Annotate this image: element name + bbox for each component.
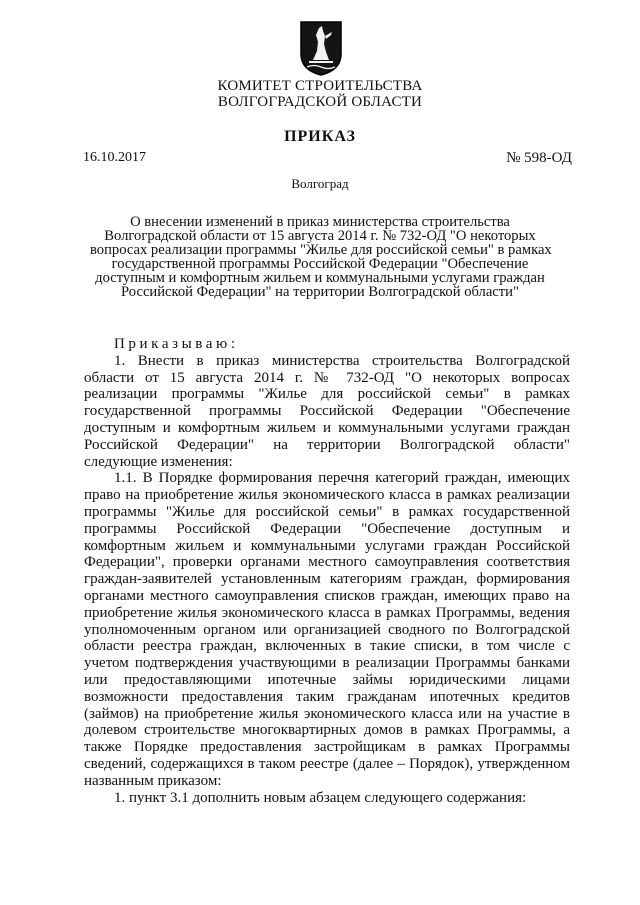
paragraph-2-line: возможности предоставления таким гражданам ипотечных кредитов [84, 688, 570, 705]
paragraph-2-line: уполномоченным органом или организацией сводного по Волгоградской [84, 621, 570, 638]
paragraph-2-line: программы Российской Федерации "Обеспечение доступным и [84, 520, 570, 537]
paragraph-2-line: долевом строительстве многоквартирных домов в рамках Программы, а [84, 722, 570, 739]
paragraph-2-line: или предоставляющими ипотечные займы юридическими лицами [84, 671, 570, 688]
paragraph-2-line: также Порядке предоставления застройщикам в рамках Программы [84, 739, 570, 756]
paragraph-1-line: доступным и комфортным жильем и коммунальными услугами граждан [84, 419, 570, 436]
subject-line: Волгоградской области от 15 августа 2014 г. № 732-ОД "О некоторых [104, 228, 536, 244]
paragraph-2-line: сведений, содержащихся в таком реестре (далее – Порядок), утвержденном [84, 755, 570, 772]
paragraph-2-line: (займов) на приобретение жилья экономического класса или на участие в [84, 705, 570, 722]
subject-line: доступным и комфортным жильем и коммунальными услугами граждан [95, 270, 545, 286]
document-number: № 598-ОД [506, 150, 572, 166]
paragraph-2-line: учетом подтверждения участвующими в реализации Программы банками [84, 655, 570, 672]
volgograd-coat-of-arms-icon [299, 20, 343, 76]
paragraph-1-line: следующие изменения: [84, 453, 233, 470]
paragraph-2-line: граждан-заявителей установленным категориям граждан, формирования [84, 571, 570, 588]
paragraph-2-line: комфортным жильем и коммунальными услугами граждан Российской [84, 537, 570, 554]
paragraph-2-line: органами местного самоуправления списков граждан, имеющих право на [84, 587, 570, 604]
subject-line: государственной программы Российской Федерации "Обеспечение [111, 256, 529, 272]
paragraph-1-line: государственной программы Российской Федерации "Обеспечение [84, 403, 570, 420]
subject-line: Российской Федерации" на территории Волгоградской области" [121, 284, 519, 300]
document-type: ПРИКАЗ [284, 128, 356, 145]
paragraph-1-line: Российской Федерации" на территории Волгоградской области" [84, 436, 570, 453]
document-date: 16.10.2017 [83, 150, 146, 165]
paragraph-2-line: Федерации", проверки органами местного самоуправления соответствия [84, 554, 570, 571]
paragraph-1-line: области от 15 августа 2014 г. № 732-ОД "О некоторых вопросах [84, 369, 570, 386]
paragraph-3: 1. пункт 3.1 дополнить новым абзацем следующего содержания: [114, 789, 527, 806]
document-body [84, 336, 570, 806]
subject-line: О внесении изменений в приказ министерства строительства [130, 214, 510, 230]
paragraph-1-line: реализации программы "Жилье для российской семьи" в рамках [84, 386, 570, 403]
paragraph-2-line: программы "Жилье для российской семьи" в рамках государственной [84, 503, 570, 520]
paragraph-2-line: право на приобретение жилья экономического класса в рамках реализации [84, 487, 570, 504]
org-name-line2: ВОЛГОГРАДСКОЙ ОБЛАСТИ [217, 94, 423, 110]
paragraph-2-line: приобретение жилья экономического класса в рамках Программы, ведения [84, 604, 570, 621]
paragraph-2-line: названным приказом: [84, 772, 222, 789]
paragraph-2-line: области реестра граждан, включенных в такие списки, в том числе с [84, 638, 570, 655]
document-subject [90, 215, 550, 299]
org-name-line1: КОМИТЕТ СТРОИТЕЛЬСТВА [217, 78, 423, 94]
subject-line: вопросах реализации программы "Жилье для российской семьи" в рамках [90, 242, 552, 258]
paragraph-1-line: 1. Внести в приказ министерства строительства Волгоградской [114, 352, 570, 369]
document-city: Волгоград [291, 176, 349, 191]
paragraph-2-line: 1.1. В Порядке формирования перечня категорий граждан, имеющих [114, 470, 570, 487]
order-word: Приказываю: [114, 336, 239, 352]
